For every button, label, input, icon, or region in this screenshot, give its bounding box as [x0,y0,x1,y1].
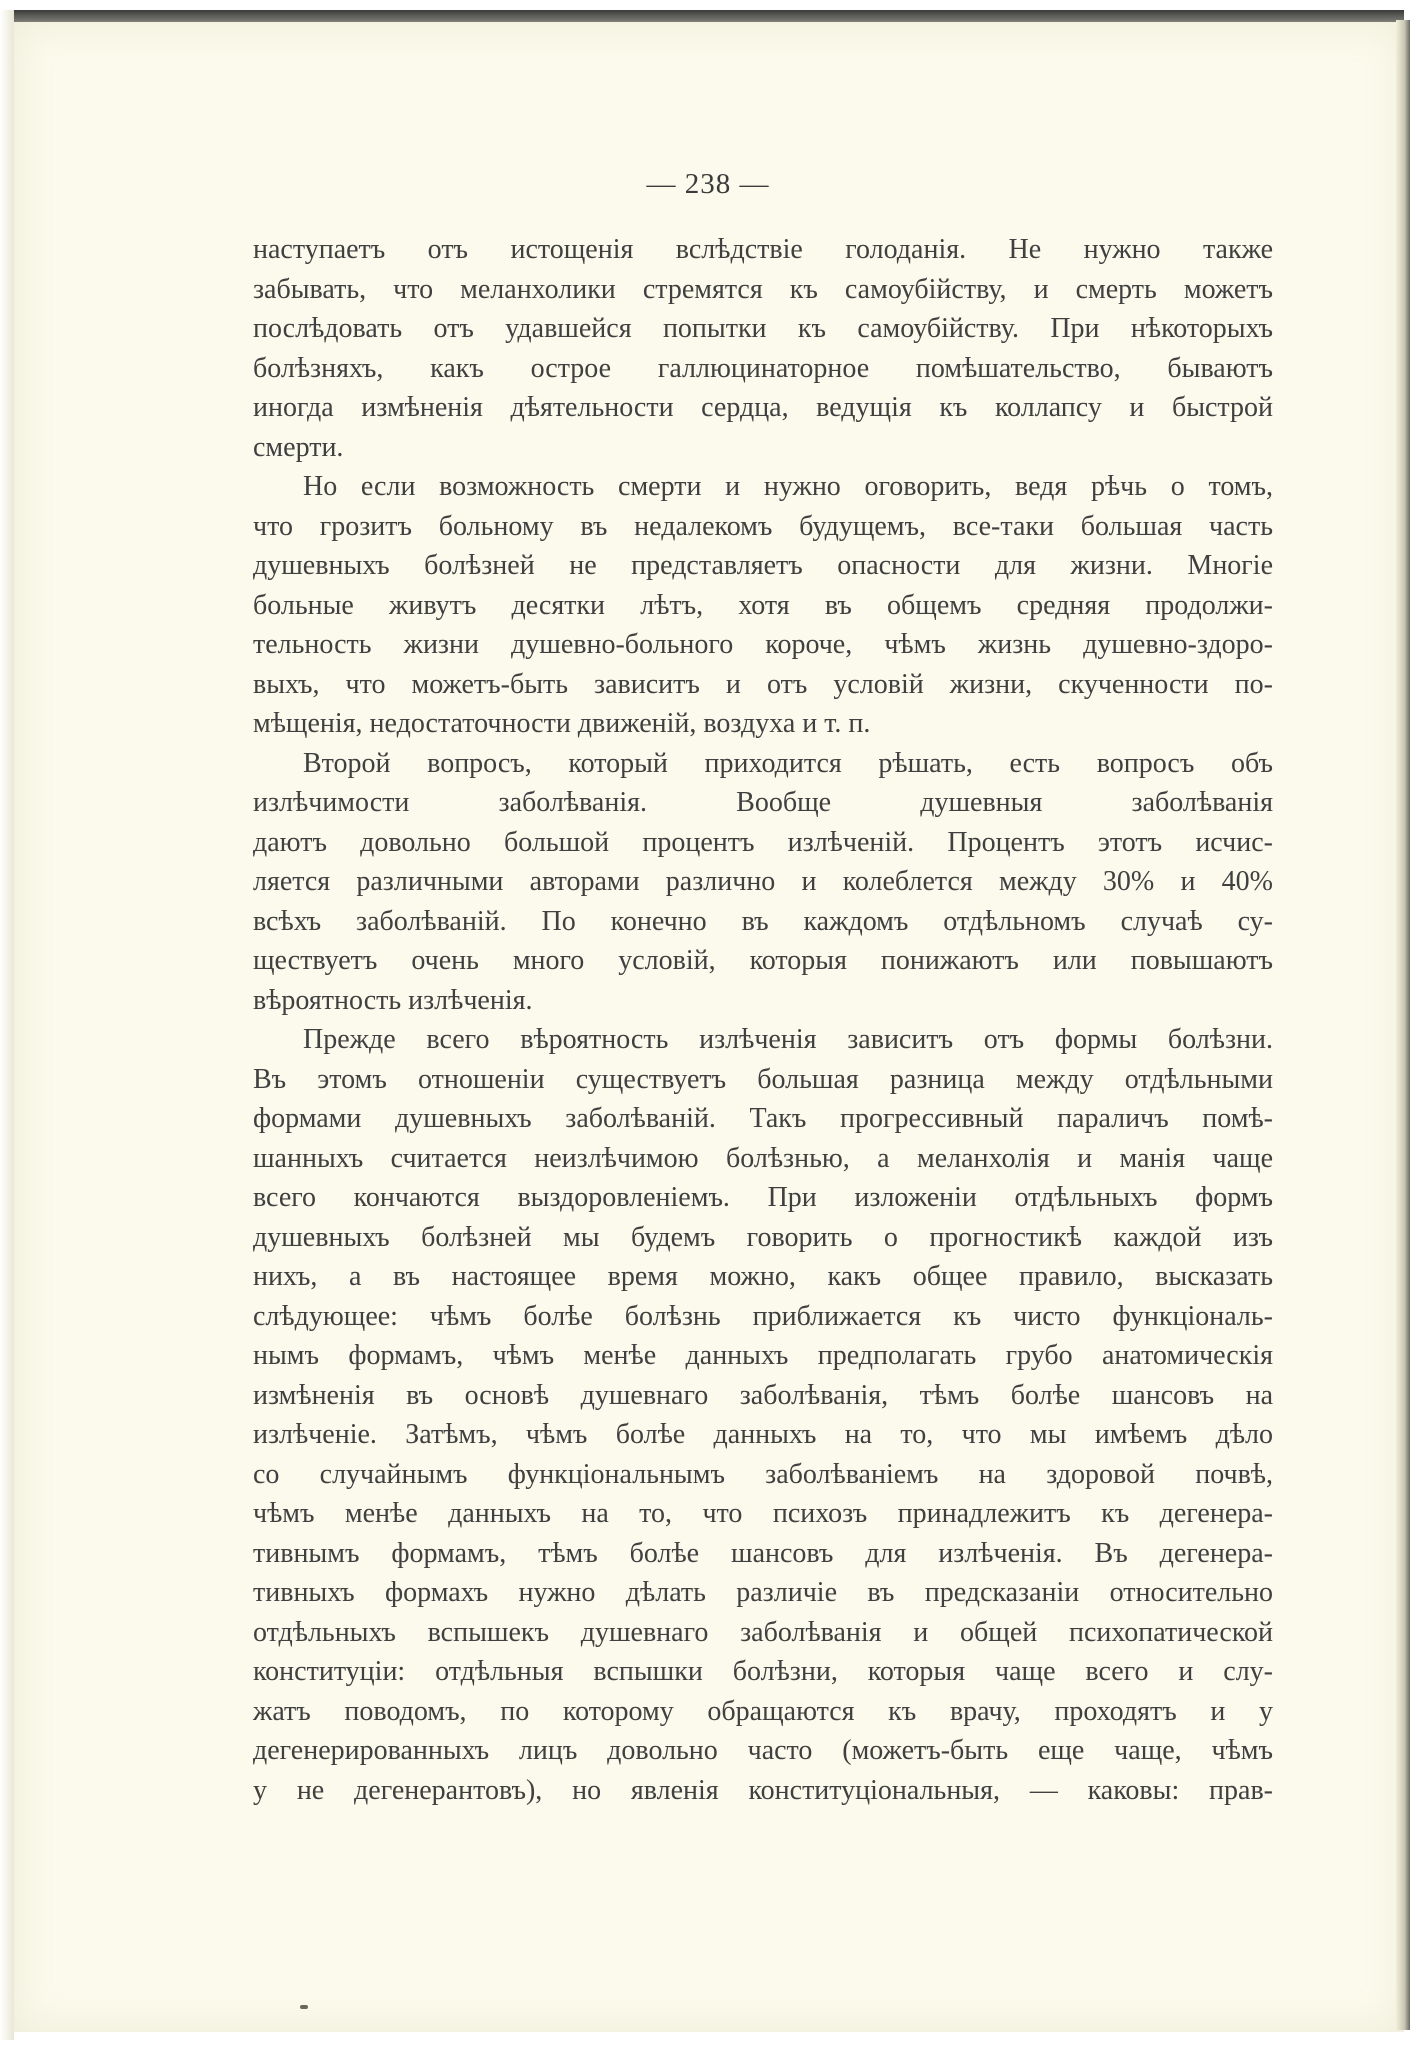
text-line: болѣзняхъ, какъ острое галлюцинаторное помѣшательство, бываютъ [253,352,1273,384]
text-line: вѣроятность излѣченія. [253,984,533,1016]
text-line: у не дегенерантовъ), но явленія конституціональныя, — каковы: прав- [253,1774,1273,1806]
text-line: ляется различными авторами различно и колеблется между 30% и 40% [253,866,1273,897]
text-line: всего кончаются выздоровленіемъ. При изложеніи отдѣльныхъ формъ [253,1182,1273,1213]
text-line: шанныхъ считается неизлѣчимою болѣзнью, а меланхолія и манія чаще [253,1142,1273,1174]
text-line: конституціи: отдѣльныя вспышки болѣзни, которыя чаще всего и слу- [253,1656,1273,1687]
text-line: ществуетъ очень много условій, которыя понижаютъ или повышаютъ [253,945,1273,976]
text-line: со случайнымъ функціональнымъ заболѣваніемъ на здоровой почвѣ, [253,1458,1273,1490]
text-line: душевныхъ болѣзней не представляетъ опасности для жизни. Многіе [253,550,1273,581]
text-line: Но если возможность смерти и нужно оговорить, ведя рѣчь о томъ, [303,471,1273,502]
text-line: выхъ, что можетъ-быть зависитъ и отъ условій жизни, скученности по- [253,668,1273,700]
text-line: излѣчимости заболѣванія. Вообще душевныя заболѣванія [253,787,1273,818]
text-line: мѣщенія, недостаточности движеній, воздуха и т. п. [253,708,871,739]
text-line: тельность жизни душевно-больного короче, чѣмъ жизнь душевно-здоро- [253,629,1273,660]
text-line: всѣхъ заболѣваній. По конечно въ каждомъ отдѣльномъ случаѣ су- [253,905,1273,937]
page-left-edge [0,10,14,2040]
text-line: формами душевныхъ заболѣваній. Такъ прогрессивный параличъ помѣ- [253,1103,1273,1134]
text-line: наступаетъ отъ истощенія вслѣдствіе голоданія. Не нужно также [253,234,1273,265]
text-line: отдѣльныхъ вспышекъ душевнаго заболѣванія и общей психопатической [253,1616,1273,1648]
text-line: смерти. [253,431,344,463]
text-line: излѣченіе. Затѣмъ, чѣмъ болѣе данныхъ на то, что мы имѣемъ дѣло [253,1419,1273,1450]
text-line: тивныхъ формахъ нужно дѣлать различіе въ предсказаніи относительно [253,1577,1273,1608]
text-line: душевныхъ болѣзней мы будемъ говорить о прогностикѣ каждой изъ [253,1221,1273,1253]
text-line: дегенерированныхъ лицъ довольно часто (можетъ-быть еще чаще, чѣмъ [253,1735,1273,1766]
text-line: нихъ, а въ настоящее время можно, какъ общее правило, высказать [253,1261,1273,1292]
text-line: чѣмъ менѣе данныхъ на то, что психозъ принадлежитъ къ дегенера- [253,1498,1273,1529]
text-line: жатъ поводомъ, по которому обращаются къ врачу, проходятъ и у [253,1695,1273,1727]
text-line: что грозитъ больному въ недалекомъ будущемъ, все-таки большая часть [253,510,1273,542]
text-line: больные живутъ десятки лѣтъ, хотя въ общемъ средняя продолжи- [253,589,1273,621]
text-line: слѣдующее: чѣмъ болѣе болѣзнь приближается къ чисто функціональ- [253,1300,1273,1332]
text-line: даютъ довольно большой процентъ излѣченій. Процентъ этотъ исчис- [253,826,1273,858]
text-line: Второй вопросъ, который приходится рѣшать, есть вопросъ объ [303,747,1273,779]
page-number: — 238 — [646,168,770,200]
text-line: забывать, что меланхолики стремятся къ самоубійству, и смерть можетъ [253,273,1273,305]
text-line: Прежде всего вѣроятность излѣченія зависитъ отъ формы болѣзни. [303,1024,1273,1055]
text-line: измѣненія въ основѣ душевнаго заболѣванія, тѣмъ болѣе шансовъ на [253,1379,1273,1411]
text-line: нымъ формамъ, чѣмъ менѣе данныхъ предполагать грубо анатомическія [253,1340,1273,1371]
body-text [253,230,1273,1810]
text-line: Въ этомъ отношеніи существуетъ большая разница между отдѣльными [253,1063,1273,1095]
text-line: иногда измѣненія дѣятельности сердца, ведущія къ коллапсу и быстрой [253,392,1273,423]
page-right-edge [1396,20,1410,2030]
text-line: послѣдовать отъ удавшейся попытки къ самоубійству. При нѣкоторыхъ [253,313,1273,344]
ink-spot [300,2005,308,2009]
text-line: тивнымъ формамъ, тѣмъ болѣе шансовъ для излѣченія. Въ дегенера- [253,1537,1273,1569]
